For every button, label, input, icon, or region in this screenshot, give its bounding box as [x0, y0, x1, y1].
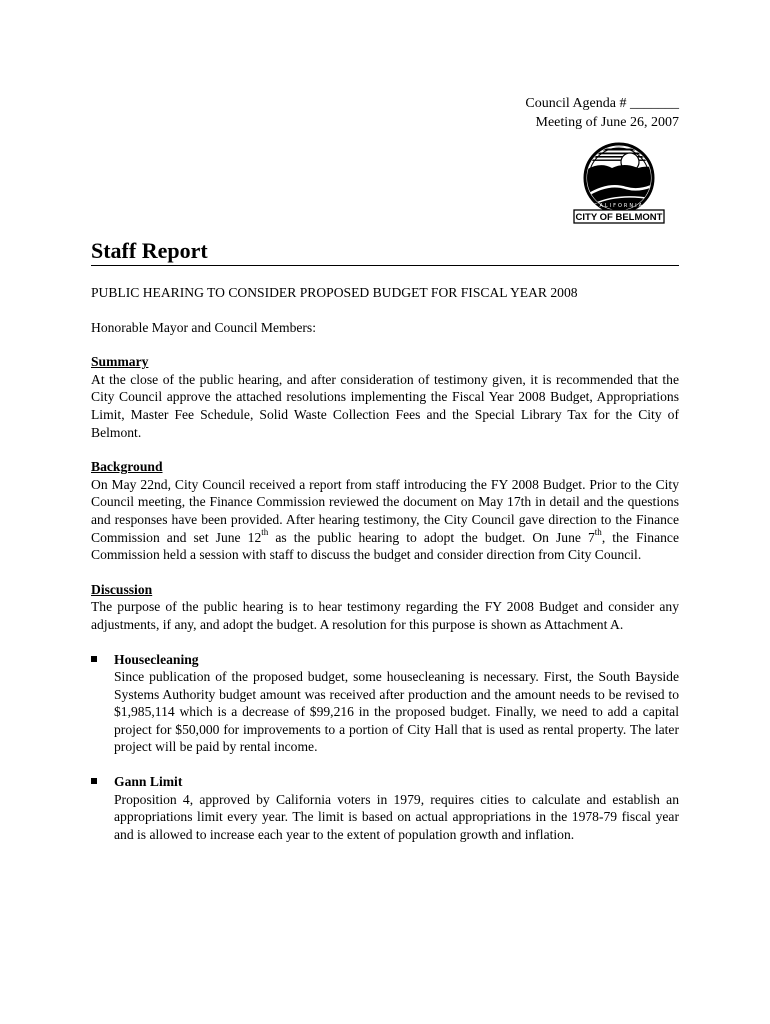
background-text-2: as the public hearing to adopt the budget. On June 7 — [268, 529, 595, 545]
subject-line: PUBLIC HEARING TO CONSIDER PROPOSED BUDGET FOR FISCAL YEAR 2008 — [91, 285, 578, 300]
summary-section — [91, 353, 679, 441]
background-section — [91, 458, 679, 564]
discussion-text: The purpose of the public hearing is to hear testimony regarding the FY 2008 Budget and consider any adjustments, if any, and adopt the budget. A resolution for this purpose is shown as Attachment A. — [91, 599, 679, 632]
bullet-title: Housecleaning — [114, 651, 199, 667]
report-body — [91, 284, 679, 860]
logo-city-text: CITY OF BELMONT — [575, 212, 663, 223]
agenda-header — [525, 94, 679, 132]
background-heading: Background — [91, 459, 163, 475]
square-bullet-icon — [91, 656, 97, 662]
summary-heading: Summary — [91, 354, 149, 370]
background-text-3: , the Finance Commission held a session with staff to discuss the budget and consider direction from City Council. — [91, 529, 679, 563]
bullet-title: Gann Limit — [114, 774, 183, 790]
bullet-text: Proposition 4, approved by California voters in 1979, requires cities to calculate and establish an appropriations limit every year. The limit is based on actual appropriations in the 1978-79 fiscal year and is allowed to increase each year to the extent of population growth and inflation. — [114, 791, 679, 842]
logo-state-text: CALIFORNIA — [593, 203, 645, 209]
background-text-1: On May 22nd, City Council received a report from staff introducing the FY 2008 Budget. Prior to the City Council meeting, the Finance Commission reviewed the document on May 17th in detail and the questions and responses have been provided. After hearing testimony, the City Council gave direction to the Finance Commission and set June 12 — [91, 476, 679, 545]
page-title: Staff Report — [91, 238, 208, 263]
bullet-gann-limit — [91, 773, 679, 843]
title-block — [91, 238, 679, 266]
bullet-housecleaning — [91, 651, 679, 757]
background-sup-1: th — [261, 527, 269, 537]
square-bullet-icon — [91, 778, 97, 784]
summary-text: At the close of the public hearing, and after consideration of testimony given, it is recommended that the City Council approve the attached resolutions implementing the Fiscal Year 2008 Budget, Appropriations Limit, Master Fee Schedule, Solid Waste Collection Fees and the Special Library Tax for the City of Belmont. — [91, 371, 679, 440]
agenda-number: Council Agenda # _______ — [525, 96, 679, 111]
discussion-heading: Discussion — [91, 581, 153, 597]
discussion-section — [91, 581, 679, 634]
bullet-text: Since publication of the proposed budget, some housecleaning is necessary. First, the South Bayside Systems Authority budget amount was received after production and the amount needs to be revised to $1,985,114 which is a decrease of $99,216 in the proposed budget. Finally, we need to add a capital project for $50,000 for improvements to a portion of City Hall that is used as rental property. The later project will be paid by rental income. — [114, 669, 679, 755]
salutation: Honorable Mayor and Council Members: — [91, 319, 317, 335]
background-sup-2: th — [594, 527, 602, 537]
city-of-belmont-logo — [568, 138, 670, 226]
meeting-date: Meeting of June 26, 2007 — [535, 115, 679, 130]
